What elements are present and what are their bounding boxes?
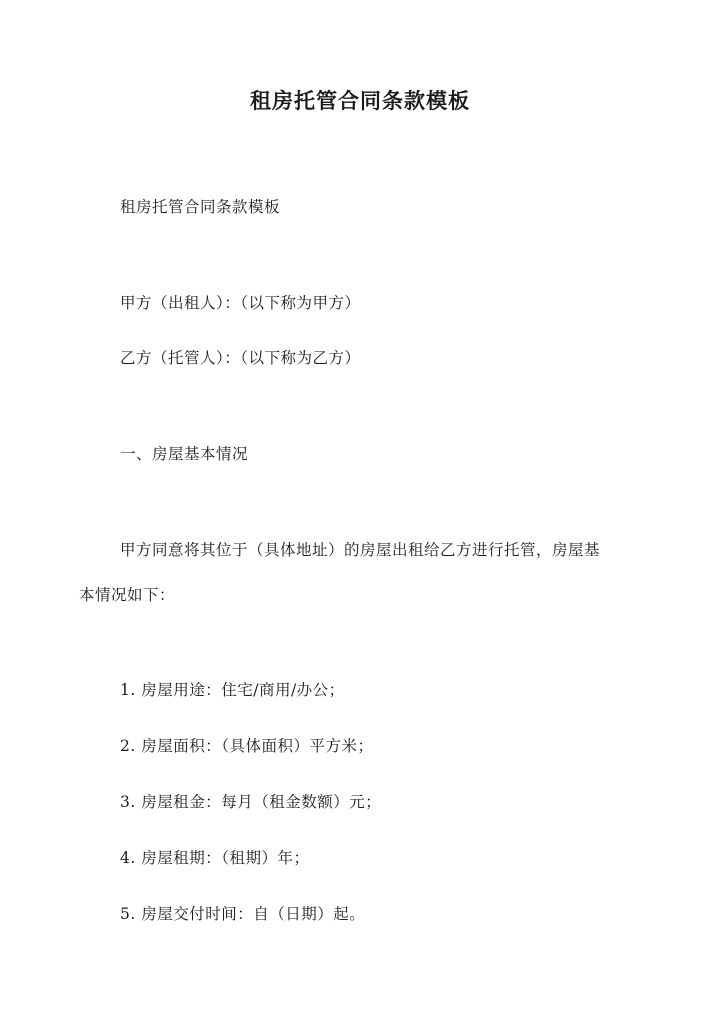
- list-item: 2. 房屋面积：（具体面积）平方米；: [120, 737, 374, 755]
- section-1-heading: 一、房屋基本情况: [120, 445, 249, 463]
- party-a-line: 甲方（出租人）：（以下称为甲方）: [120, 294, 361, 312]
- list-item: 5. 房屋交付时间：自（日期）起。: [120, 905, 366, 923]
- list-item: 3. 房屋租金：每月（租金数额）元；: [120, 793, 382, 811]
- section-1-intro-line-1: 甲方同意将其位于（具体地址）的房屋出租给乙方进行托管，房屋基: [120, 541, 601, 559]
- section-1-intro-line-2: 本情况如下：: [79, 586, 176, 604]
- document-title: 租房托管合同条款模板: [250, 88, 470, 113]
- list-item: 1. 房屋用途：住宅/商用/办公；: [120, 681, 345, 699]
- list-item: 4. 房屋租期：（租期）年；: [120, 849, 310, 867]
- document-subtitle: 租房托管合同条款模板: [120, 198, 281, 216]
- party-b-line: 乙方（托管人）：（以下称为乙方）: [120, 349, 361, 367]
